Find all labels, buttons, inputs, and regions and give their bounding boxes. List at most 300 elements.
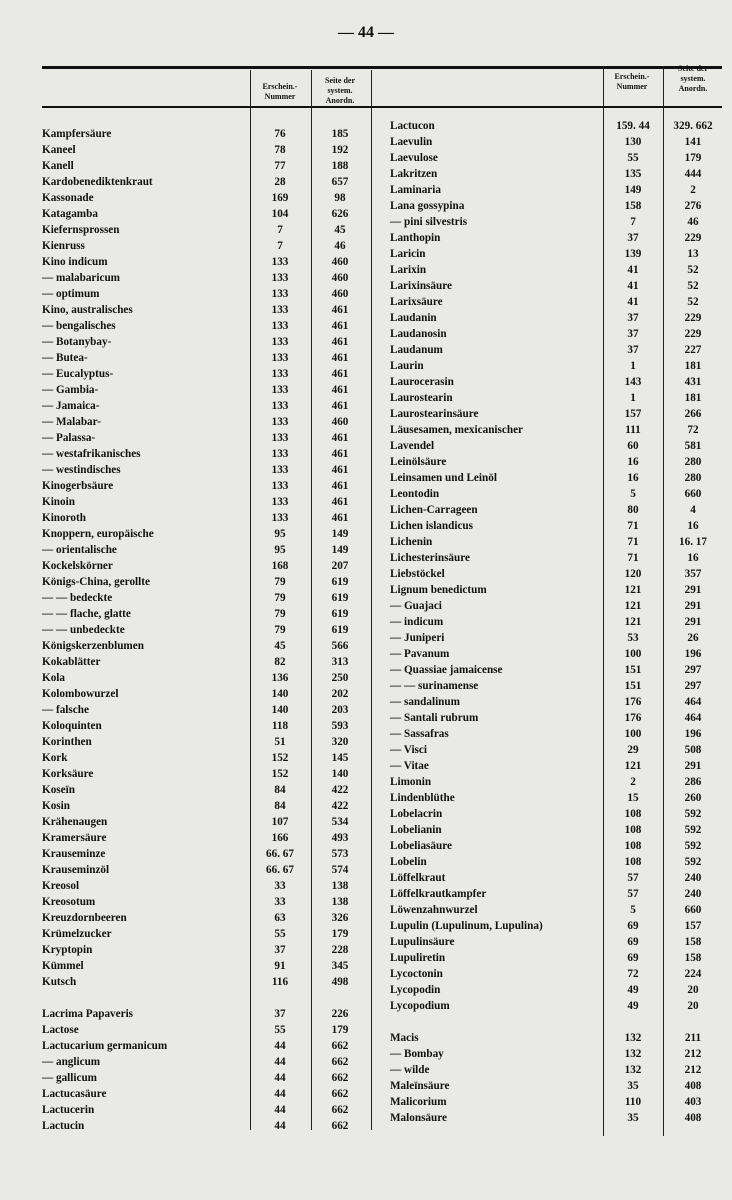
entry-name: Laminaria <box>390 184 441 196</box>
erschein-number: 29 <box>627 744 639 756</box>
erschein-number: 130 <box>624 136 642 148</box>
right-index-column <box>390 118 724 1126</box>
index-entry-row <box>390 390 724 406</box>
entry-name: Kreosotum <box>42 896 96 908</box>
index-entry-row <box>42 1070 370 1086</box>
page-reference: 52 <box>687 264 699 276</box>
erschein-number: 49 <box>627 984 639 996</box>
index-entry-row <box>390 374 724 390</box>
index-entry-row <box>390 710 724 726</box>
erschein-number: 95 <box>274 528 286 540</box>
page-reference: 619 <box>331 592 349 604</box>
erschein-number: 79 <box>274 624 286 636</box>
page-reference: 461 <box>331 336 349 348</box>
index-entry-row <box>42 382 370 398</box>
page-reference: 20 <box>687 1000 699 1012</box>
erschein-number: 51 <box>274 736 286 748</box>
index-entry-row <box>390 838 724 854</box>
index-entry-row <box>42 942 370 958</box>
index-entry-row <box>42 206 370 222</box>
entry-name: — pini silvestris <box>390 216 468 228</box>
erschein-number: 133 <box>271 256 289 268</box>
index-entry-row <box>390 806 724 822</box>
erschein-number: 133 <box>271 368 289 380</box>
index-entry-row <box>42 638 370 654</box>
erschein-number: 152 <box>271 768 289 780</box>
page-reference: 326 <box>331 912 349 924</box>
page-reference: 141 <box>684 136 702 148</box>
entry-name: Larixsäure <box>390 296 443 308</box>
entry-name: — Vitae <box>390 760 429 772</box>
erschein-number: 139 <box>624 248 642 260</box>
index-entry-row <box>42 1118 370 1134</box>
index-entry-row <box>390 470 724 486</box>
page-reference: 140 <box>331 768 349 780</box>
index-entry-row <box>42 398 370 414</box>
erschein-number: 7 <box>277 240 283 252</box>
erschein-number: 71 <box>627 520 639 532</box>
entry-name: Löwenzahnwurzel <box>390 904 478 916</box>
entry-name: Malonsäure <box>390 1112 447 1124</box>
index-entry-row <box>42 862 370 878</box>
erschein-number: 133 <box>271 352 289 364</box>
index-entry-row <box>390 918 724 934</box>
header-line: Anordn. <box>325 96 355 105</box>
entry-name: Kümmel <box>42 960 84 972</box>
index-entry-row <box>390 678 724 694</box>
erschein-number: 157 <box>624 408 642 420</box>
page-reference: 461 <box>331 464 349 476</box>
entry-name: — — surinamense <box>390 680 479 692</box>
page-reference: 202 <box>331 688 349 700</box>
entry-name: Kanell <box>42 160 74 172</box>
entry-name: Lichesterinsäure <box>390 552 470 564</box>
index-entry-row <box>390 214 724 230</box>
entry-name: Königskerzenblumen <box>42 640 144 652</box>
entry-name: — bengalisches <box>42 320 116 332</box>
erschein-number: 2 <box>630 776 636 788</box>
page-reference: 422 <box>331 784 349 796</box>
index-entry-row <box>42 654 370 670</box>
index-entry-row <box>42 974 370 990</box>
page-reference: 662 <box>331 1088 349 1100</box>
index-entry-row <box>390 422 724 438</box>
index-entry-row <box>42 622 370 638</box>
entry-name: Lichen-Carrageen <box>390 504 478 516</box>
index-entry-row <box>390 278 724 294</box>
index-entry-row <box>42 718 370 734</box>
index-entry-row <box>390 118 724 134</box>
erschein-number: 69 <box>627 952 639 964</box>
page-reference: 291 <box>684 600 702 612</box>
erschein-number: 7 <box>277 224 283 236</box>
page-reference: 461 <box>331 320 349 332</box>
erschein-number: 133 <box>271 496 289 508</box>
index-entry-row <box>390 758 724 774</box>
index-entry-row <box>390 870 724 886</box>
entry-name: Koseïn <box>42 784 75 796</box>
index-entry-row <box>390 822 724 838</box>
index-entry-row <box>42 766 370 782</box>
header-line: Seite der <box>678 64 708 73</box>
index-entry-row <box>42 174 370 190</box>
erschein-number: 60 <box>627 440 639 452</box>
index-entry-row <box>42 846 370 862</box>
entry-name: Kiefernsprossen <box>42 224 120 236</box>
index-entry-row <box>42 254 370 270</box>
erschein-number: 15 <box>627 792 639 804</box>
entry-name: — westafrikanisches <box>42 448 141 460</box>
entry-name: Krähenaugen <box>42 816 108 828</box>
page-reference: 229 <box>684 312 702 324</box>
entry-name: Löffelkraut <box>390 872 446 884</box>
entry-name: Kassonade <box>42 192 94 204</box>
index-entry-row <box>390 454 724 470</box>
page-reference: 72 <box>687 424 699 436</box>
page-reference: 329. 662 <box>673 120 713 132</box>
erschein-number: 37 <box>627 344 639 356</box>
entry-name: Limonin <box>390 776 432 788</box>
entry-name: Koloquinten <box>42 720 102 732</box>
entry-name: Lobelianin <box>390 824 442 836</box>
entry-name: — Sassafras <box>390 728 449 740</box>
page-reference: 313 <box>331 656 349 668</box>
entry-name: — Malabar- <box>42 416 101 428</box>
entry-name: Krümelzucker <box>42 928 112 940</box>
left-seite-header <box>312 76 368 106</box>
entry-name: Lupulinsäure <box>390 936 455 948</box>
erschein-number: 37 <box>627 328 639 340</box>
page-reference: 16. 17 <box>679 536 707 548</box>
index-entry-row <box>390 886 724 902</box>
page-reference: 660 <box>684 488 702 500</box>
erschein-number: 166 <box>271 832 289 844</box>
page-reference: 52 <box>687 280 699 292</box>
index-entry-row <box>390 982 724 998</box>
page-reference: 212 <box>684 1064 702 1076</box>
entry-name: — Butea- <box>42 352 88 364</box>
page-reference: 461 <box>331 304 349 316</box>
erschein-number: 16 <box>627 472 639 484</box>
page-reference: 188 <box>331 160 349 172</box>
entry-name: — westindisches <box>42 464 121 476</box>
header-line: system. <box>680 74 706 83</box>
entry-name: Lactucon <box>390 120 435 132</box>
page-reference: 196 <box>684 728 702 740</box>
entry-name: Maleïnsäure <box>390 1080 450 1092</box>
erschein-number: 78 <box>274 144 286 156</box>
erschein-number: 35 <box>627 1112 639 1124</box>
entry-name: Korinthen <box>42 736 92 748</box>
erschein-number: 133 <box>271 384 289 396</box>
page-reference: 422 <box>331 800 349 812</box>
erschein-number: 111 <box>625 424 641 436</box>
index-entry-row <box>42 190 370 206</box>
entry-name: Lacrima Papaveris <box>42 1008 134 1020</box>
erschein-number: 44 <box>274 1088 286 1100</box>
entry-name: Lactucerin <box>42 1104 95 1116</box>
index-entry-row <box>42 878 370 894</box>
page-reference: 574 <box>331 864 349 876</box>
page-reference: 297 <box>684 680 702 692</box>
page-reference: 46 <box>334 240 346 252</box>
page-reference <box>310 990 370 1006</box>
entry-name: Laurin <box>390 360 424 372</box>
page-reference: 192 <box>331 144 349 156</box>
entry-name: — Eucalyptus- <box>42 368 114 380</box>
page-reference: 291 <box>684 760 702 772</box>
page-reference: 662 <box>331 1056 349 1068</box>
header-line: Erschein.- <box>614 72 650 81</box>
erschein-number: 41 <box>627 264 639 276</box>
header-line: Erschein.- <box>262 82 298 91</box>
entry-name: — Pavanum <box>390 648 450 660</box>
page-reference: 181 <box>684 392 702 404</box>
page-reference: 224 <box>684 968 702 980</box>
erschein-number: 176 <box>624 696 642 708</box>
entry-name: — anglicum <box>42 1056 101 1068</box>
erschein-number: 149 <box>624 184 642 196</box>
erschein-number: 133 <box>271 512 289 524</box>
entry-name: — orientalische <box>42 544 117 556</box>
page-reference: 4 <box>690 504 696 516</box>
right-seite-header <box>664 64 722 94</box>
index-entry-row <box>390 566 724 582</box>
page-reference: 26 <box>687 632 699 644</box>
index-entry-row <box>390 486 724 502</box>
index-entry-row <box>42 590 370 606</box>
index-entry-row <box>42 670 370 686</box>
entry-name: Krauseminzöl <box>42 864 110 876</box>
index-entry-row <box>390 790 724 806</box>
page-reference: 357 <box>684 568 702 580</box>
entry-name <box>42 990 250 1006</box>
index-entry-row <box>42 462 370 478</box>
entry-name: Lactucasäure <box>42 1088 107 1100</box>
erschein-number: 49 <box>627 1000 639 1012</box>
entry-name: Kryptopin <box>42 944 93 956</box>
page-reference: 657 <box>331 176 349 188</box>
entry-name: — Jamaica- <box>42 400 100 412</box>
erschein-number: 37 <box>627 232 639 244</box>
page-reference: 534 <box>331 816 349 828</box>
erschein-number: 41 <box>627 296 639 308</box>
entry-name: Lakritzen <box>390 168 438 180</box>
erschein-number: 151 <box>624 664 642 676</box>
entry-name: — Bombay <box>390 1048 444 1060</box>
index-entry-row <box>42 1006 370 1022</box>
index-entry-row <box>42 318 370 334</box>
erschein-number: 121 <box>624 584 642 596</box>
index-entry-row <box>42 958 370 974</box>
erschein-number: 79 <box>274 576 286 588</box>
index-entry-row <box>42 814 370 830</box>
page-reference: 408 <box>684 1112 702 1124</box>
index-entry-row <box>42 1054 370 1070</box>
page-reference: 2 <box>690 184 696 196</box>
index-entry-row <box>390 582 724 598</box>
index-entry-row <box>42 510 370 526</box>
page-reference: 45 <box>334 224 346 236</box>
index-entry-row <box>390 1030 724 1046</box>
page-reference: 138 <box>331 896 349 908</box>
page-reference: 662 <box>331 1120 349 1132</box>
page-reference: 185 <box>331 128 349 140</box>
page-reference: 460 <box>331 288 349 300</box>
entry-name: Kockelskörner <box>42 560 113 572</box>
index-entry-row <box>42 926 370 942</box>
index-entry-row <box>390 902 724 918</box>
erschein-number: 133 <box>271 320 289 332</box>
index-entry-row <box>390 406 724 422</box>
entry-name: — Botanybay- <box>42 336 112 348</box>
page-reference: 149 <box>331 528 349 540</box>
erschein-number: 71 <box>627 536 639 548</box>
entry-name: Lobelacrin <box>390 808 443 820</box>
page-reference: 280 <box>684 472 702 484</box>
index-entry-row <box>390 182 724 198</box>
index-entry-row <box>42 798 370 814</box>
entry-name: — sandalinum <box>390 696 460 708</box>
entry-name: Lobeliasäure <box>390 840 452 852</box>
vertical-rule <box>371 70 372 1130</box>
page-reference: 619 <box>331 608 349 620</box>
index-entry-row <box>42 1086 370 1102</box>
index-entry-row <box>42 238 370 254</box>
erschein-number: 69 <box>627 920 639 932</box>
entry-name: — indicum <box>390 616 444 628</box>
entry-name: Kampfersäure <box>42 128 112 140</box>
page-reference: 662 <box>331 1104 349 1116</box>
entry-name: Korksäure <box>42 768 94 780</box>
page-reference: 460 <box>331 416 349 428</box>
index-entry-row <box>42 686 370 702</box>
page-reference: 619 <box>331 624 349 636</box>
erschein-number: 133 <box>271 448 289 460</box>
page-reference <box>663 1014 723 1030</box>
entry-name: Lupuliretin <box>390 952 446 964</box>
entry-name: Lanthopin <box>390 232 441 244</box>
index-entry-row <box>42 222 370 238</box>
page-reference: 228 <box>331 944 349 956</box>
entry-name: Kokablätter <box>42 656 101 668</box>
erschein-number: 110 <box>624 1096 642 1108</box>
erschein-number: 55 <box>274 928 286 940</box>
erschein-number: 35 <box>627 1080 639 1092</box>
erschein-number: 1 <box>630 392 636 404</box>
erschein-number: 159. 44 <box>616 120 650 132</box>
page-reference: 158 <box>684 936 702 948</box>
entry-name: — Santali rubrum <box>390 712 479 724</box>
page-reference: 98 <box>334 192 346 204</box>
page-reference: 207 <box>331 560 349 572</box>
erschein-number: 107 <box>271 816 289 828</box>
entry-name: Lycopodin <box>390 984 441 996</box>
erschein-number: 28 <box>274 176 286 188</box>
entry-name: Leontodin <box>390 488 440 500</box>
page-reference: 461 <box>331 384 349 396</box>
erschein-number: 33 <box>274 896 286 908</box>
erschein-number: 44 <box>274 1040 286 1052</box>
index-entry-row <box>390 134 724 150</box>
page-reference: 464 <box>684 696 702 708</box>
index-entry-row <box>390 950 724 966</box>
erschein-number: 44 <box>274 1072 286 1084</box>
header-line: Nummer <box>264 92 296 101</box>
index-entry-row <box>42 478 370 494</box>
erschein-number: 80 <box>627 504 639 516</box>
page-reference: 13 <box>687 248 699 260</box>
page-reference: 179 <box>331 928 349 940</box>
index-entry-row <box>42 894 370 910</box>
erschein-number: 91 <box>274 960 286 972</box>
index-entry-row <box>390 630 724 646</box>
page-reference: 345 <box>331 960 349 972</box>
erschein-number: 121 <box>624 616 642 628</box>
entry-name: Kinoin <box>42 496 75 508</box>
erschein-number: 66. 67 <box>266 848 294 860</box>
page-reference: 250 <box>331 672 349 684</box>
erschein-number: 116 <box>271 976 289 988</box>
index-entry-row <box>42 430 370 446</box>
entry-name: Lana gossypina <box>390 200 465 212</box>
entry-name: Knoppern, europäische <box>42 528 154 540</box>
page-reference: 408 <box>684 1080 702 1092</box>
index-entry-row <box>390 262 724 278</box>
index-entry-row <box>390 326 724 342</box>
page-reference: 592 <box>684 856 702 868</box>
index-entry-row <box>390 774 724 790</box>
erschein-number: 140 <box>271 688 289 700</box>
page-reference: 461 <box>331 400 349 412</box>
index-entry-row <box>42 366 370 382</box>
entry-name: Löffelkrautkampfer <box>390 888 487 900</box>
erschein-number: 132 <box>624 1032 642 1044</box>
entry-name: Kardobenediktenkraut <box>42 176 153 188</box>
erschein-number: 108 <box>624 840 642 852</box>
page-reference: 493 <box>331 832 349 844</box>
erschein-number: 118 <box>271 720 289 732</box>
erschein-number: 37 <box>274 1008 286 1020</box>
entry-name: — wilde <box>390 1064 430 1076</box>
erschein-number <box>603 1014 663 1030</box>
left-erschein-header <box>250 82 310 102</box>
page-reference: 461 <box>331 432 349 444</box>
page-reference: 211 <box>684 1032 702 1044</box>
entry-name: Lactucarium germanicum <box>42 1040 168 1052</box>
entry-name: Laurocerasin <box>390 376 454 388</box>
page-number: — 44 — <box>338 24 394 41</box>
index-entry-row <box>42 702 370 718</box>
page-reference: 460 <box>331 256 349 268</box>
entry-name: — falsche <box>42 704 89 716</box>
erschein-number: 41 <box>627 280 639 292</box>
entry-name: — — unbedeckte <box>42 624 125 636</box>
erschein-number: 84 <box>274 800 286 812</box>
entry-name: Lactucin <box>42 1120 85 1132</box>
erschein-number: 63 <box>274 912 286 924</box>
erschein-number: 66. 67 <box>266 864 294 876</box>
erschein-number: 79 <box>274 608 286 620</box>
index-entry-row <box>390 614 724 630</box>
erschein-number: 82 <box>274 656 286 668</box>
entry-name: Lactose <box>42 1024 79 1036</box>
entry-name: — Gambia- <box>42 384 99 396</box>
page-reference: 286 <box>684 776 702 788</box>
entry-name: Krauseminze <box>42 848 106 860</box>
page-reference: 158 <box>684 952 702 964</box>
entry-name: Kork <box>42 752 68 764</box>
